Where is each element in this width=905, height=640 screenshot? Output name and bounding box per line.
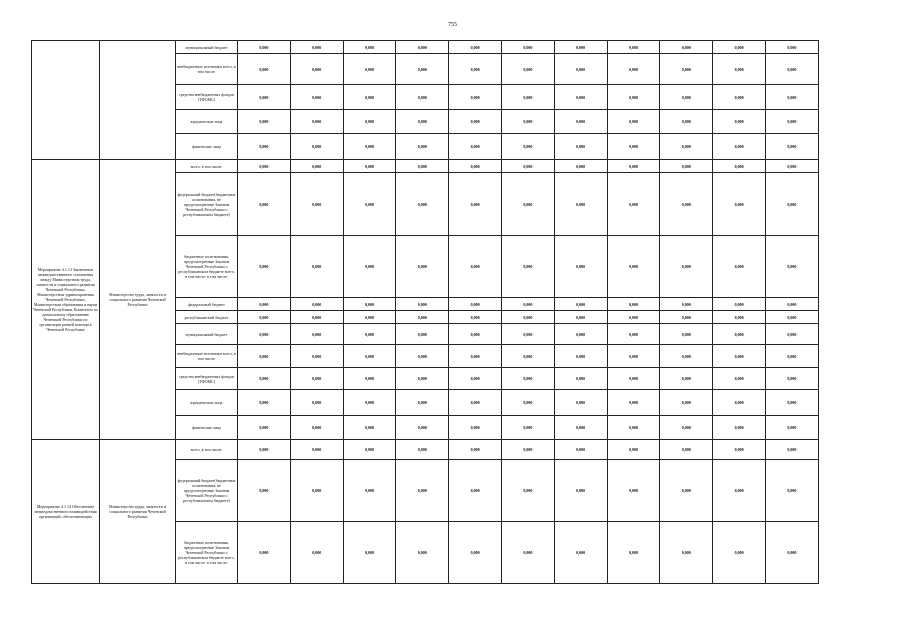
value-cell: 0,000 (501, 522, 554, 584)
value-cell: 0,000 (238, 298, 291, 311)
value-cell: 0,000 (290, 298, 343, 311)
value-cell: 0,000 (396, 110, 449, 134)
value-cell: 0,000 (290, 460, 343, 522)
funding-source-cell: федеральный бюджет(бюджетные ассигнования, не предусмотренные Законом Чеченской Республики о республиканском бюджете) (176, 460, 238, 522)
value-cell: 0,000 (396, 440, 449, 460)
value-cell: 0,000 (554, 368, 607, 390)
value-cell: 0,000 (765, 522, 818, 584)
funding-source-cell: средства внебюджетных фондов (ТФОМС) (176, 368, 238, 390)
value-cell: 0,000 (396, 522, 449, 584)
value-cell: 0,000 (660, 416, 713, 440)
measure-cell (32, 41, 100, 160)
value-cell: 0,000 (343, 460, 396, 522)
executor-cell: Министерство труда, занятости и социального развития Чеченской Республики (100, 440, 176, 584)
value-cell: 0,000 (449, 311, 502, 324)
value-cell: 0,000 (607, 41, 660, 54)
funding-source-cell: бюджетные ассигнования, предусмотренные Законом Чеченской Республики о республиканском бюджете всего, в том числе: в том числе: (176, 236, 238, 298)
value-cell: 0,000 (660, 173, 713, 236)
value-cell: 0,000 (449, 134, 502, 160)
value-cell: 0,000 (554, 522, 607, 584)
value-cell: 0,000 (554, 324, 607, 345)
value-cell: 0,000 (554, 110, 607, 134)
value-cell: 0,000 (501, 160, 554, 173)
value-cell: 0,000 (449, 173, 502, 236)
value-cell: 0,000 (343, 298, 396, 311)
value-cell: 0,000 (238, 311, 291, 324)
value-cell: 0,000 (501, 85, 554, 110)
value-cell: 0,000 (765, 110, 818, 134)
value-cell: 0,000 (660, 110, 713, 134)
value-cell: 0,000 (713, 522, 766, 584)
value-cell: 0,000 (449, 390, 502, 416)
value-cell: 0,000 (449, 85, 502, 110)
funding-source-cell: физические лица (176, 134, 238, 160)
value-cell: 0,000 (238, 324, 291, 345)
value-cell: 0,000 (607, 460, 660, 522)
value-cell: 0,000 (290, 173, 343, 236)
value-cell: 0,000 (765, 440, 818, 460)
value-cell: 0,000 (449, 440, 502, 460)
value-cell: 0,000 (607, 522, 660, 584)
value-cell: 0,000 (765, 324, 818, 345)
value-cell: 0,000 (660, 236, 713, 298)
value-cell: 0,000 (501, 460, 554, 522)
value-cell: 0,000 (343, 54, 396, 85)
value-cell: 0,000 (607, 236, 660, 298)
value-cell: 0,000 (396, 85, 449, 110)
value-cell: 0,000 (501, 345, 554, 368)
value-cell: 0,000 (449, 416, 502, 440)
value-cell: 0,000 (449, 324, 502, 345)
value-cell: 0,000 (713, 345, 766, 368)
value-cell: 0,000 (660, 85, 713, 110)
value-cell: 0,000 (396, 416, 449, 440)
value-cell: 0,000 (343, 390, 396, 416)
value-cell: 0,000 (396, 460, 449, 522)
value-cell: 0,000 (713, 440, 766, 460)
value-cell: 0,000 (660, 160, 713, 173)
value-cell: 0,000 (554, 440, 607, 460)
funding-source-cell: всего, в том числе: (176, 160, 238, 173)
value-cell: 0,000 (343, 110, 396, 134)
value-cell: 0,000 (238, 390, 291, 416)
value-cell: 0,000 (238, 110, 291, 134)
value-cell: 0,000 (238, 460, 291, 522)
table-row (32, 440, 819, 460)
value-cell: 0,000 (501, 298, 554, 311)
value-cell: 0,000 (290, 324, 343, 345)
value-cell: 0,000 (238, 345, 291, 368)
funding-source-cell: муниципальный бюджет (176, 324, 238, 345)
value-cell: 0,000 (554, 54, 607, 85)
value-cell: 0,000 (713, 236, 766, 298)
budget-table (31, 40, 819, 584)
value-cell: 0,000 (396, 236, 449, 298)
value-cell: 0,000 (765, 298, 818, 311)
value-cell: 0,000 (290, 368, 343, 390)
value-cell: 0,000 (449, 345, 502, 368)
value-cell: 0,000 (501, 173, 554, 236)
value-cell: 0,000 (238, 416, 291, 440)
value-cell: 0,000 (501, 134, 554, 160)
value-cell: 0,000 (449, 41, 502, 54)
value-cell: 0,000 (607, 416, 660, 440)
value-cell: 0,000 (765, 54, 818, 85)
value-cell: 0,000 (238, 85, 291, 110)
value-cell: 0,000 (607, 368, 660, 390)
value-cell: 0,000 (343, 416, 396, 440)
value-cell: 0,000 (396, 311, 449, 324)
value-cell: 0,000 (660, 324, 713, 345)
funding-source-cell: республиканский бюджет (176, 311, 238, 324)
value-cell: 0,000 (449, 160, 502, 173)
value-cell: 0,000 (238, 41, 291, 54)
value-cell: 0,000 (501, 416, 554, 440)
value-cell: 0,000 (238, 522, 291, 584)
value-cell: 0,000 (238, 173, 291, 236)
value-cell: 0,000 (554, 460, 607, 522)
funding-source-cell: федеральный бюджет(бюджетные ассигнования, не предусмотренные Законом Чеченской Республики о республиканском бюджете) (176, 173, 238, 236)
value-cell: 0,000 (290, 522, 343, 584)
value-cell: 0,000 (713, 368, 766, 390)
value-cell: 0,000 (554, 41, 607, 54)
measure-cell: Мероприятие 4.1.13 Заключение межведомственного соглашения между Министерством труда, занятости и социального развития Чеченской Республики, Министерством здравоохранения Чеченской Республики, Министерством образования и науки Чеченской Республики, Комитетом по дошкольному образованию Чеченской Республики по организации ранней помощи в Чеченской Республике (32, 160, 100, 440)
value-cell: 0,000 (607, 173, 660, 236)
value-cell: 0,000 (765, 160, 818, 173)
value-cell: 0,000 (396, 390, 449, 416)
value-cell: 0,000 (660, 298, 713, 311)
value-cell: 0,000 (343, 236, 396, 298)
value-cell: 0,000 (449, 522, 502, 584)
value-cell: 0,000 (501, 368, 554, 390)
value-cell: 0,000 (660, 460, 713, 522)
value-cell: 0,000 (396, 160, 449, 173)
value-cell: 0,000 (396, 345, 449, 368)
value-cell: 0,000 (290, 134, 343, 160)
value-cell: 0,000 (238, 54, 291, 85)
value-cell: 0,000 (449, 236, 502, 298)
value-cell: 0,000 (554, 173, 607, 236)
value-cell: 0,000 (449, 298, 502, 311)
value-cell: 0,000 (607, 85, 660, 110)
value-cell: 0,000 (554, 390, 607, 416)
value-cell: 0,000 (765, 368, 818, 390)
value-cell: 0,000 (343, 85, 396, 110)
funding-source-cell: всего, в том числе: (176, 440, 238, 460)
value-cell: 0,000 (660, 311, 713, 324)
funding-source-cell: юридические лица (176, 390, 238, 416)
value-cell: 0,000 (765, 416, 818, 440)
value-cell: 0,000 (396, 368, 449, 390)
value-cell: 0,000 (343, 41, 396, 54)
value-cell: 0,000 (660, 440, 713, 460)
funding-source-cell: внебюджетные источники всего, в том числе: (176, 54, 238, 85)
value-cell: 0,000 (290, 236, 343, 298)
value-cell: 0,000 (660, 54, 713, 85)
value-cell: 0,000 (713, 134, 766, 160)
value-cell: 0,000 (554, 85, 607, 110)
value-cell: 0,000 (396, 173, 449, 236)
table-row (32, 160, 819, 173)
value-cell: 0,000 (449, 460, 502, 522)
value-cell: 0,000 (554, 134, 607, 160)
value-cell: 0,000 (765, 390, 818, 416)
value-cell: 0,000 (238, 236, 291, 298)
value-cell: 0,000 (660, 345, 713, 368)
value-cell: 0,000 (607, 324, 660, 345)
value-cell: 0,000 (501, 110, 554, 134)
value-cell: 0,000 (765, 134, 818, 160)
value-cell: 0,000 (713, 54, 766, 85)
value-cell: 0,000 (290, 311, 343, 324)
value-cell: 0,000 (765, 311, 818, 324)
value-cell: 0,000 (607, 134, 660, 160)
value-cell: 0,000 (713, 41, 766, 54)
value-cell: 0,000 (607, 345, 660, 368)
value-cell: 0,000 (396, 298, 449, 311)
value-cell: 0,000 (290, 54, 343, 85)
value-cell: 0,000 (501, 440, 554, 460)
funding-source-cell: внебюджетные источники всего, в том числе: (176, 345, 238, 368)
value-cell: 0,000 (765, 85, 818, 110)
value-cell: 0,000 (396, 41, 449, 54)
value-cell: 0,000 (501, 54, 554, 85)
value-cell: 0,000 (290, 440, 343, 460)
value-cell: 0,000 (343, 345, 396, 368)
value-cell: 0,000 (501, 41, 554, 54)
value-cell: 0,000 (290, 416, 343, 440)
value-cell: 0,000 (396, 54, 449, 85)
value-cell: 0,000 (765, 460, 818, 522)
measure-cell: Мероприятие 4.1.14 Обеспечение межведомственного взаимодействия организаций, обеспечивающих (32, 440, 100, 584)
value-cell: 0,000 (238, 440, 291, 460)
value-cell: 0,000 (765, 173, 818, 236)
value-cell: 0,000 (343, 368, 396, 390)
value-cell: 0,000 (660, 134, 713, 160)
value-cell: 0,000 (607, 110, 660, 134)
value-cell: 0,000 (501, 390, 554, 416)
value-cell: 0,000 (449, 54, 502, 85)
executor-cell (100, 41, 176, 160)
value-cell: 0,000 (607, 440, 660, 460)
value-cell: 0,000 (607, 54, 660, 85)
funding-source-cell: бюджетные ассигнования, предусмотренные Законом Чеченской Республики о республиканском бюджете всего, в том числе: в том числе: (176, 522, 238, 584)
value-cell: 0,000 (713, 416, 766, 440)
value-cell: 0,000 (554, 298, 607, 311)
value-cell: 0,000 (343, 440, 396, 460)
value-cell: 0,000 (660, 390, 713, 416)
value-cell: 0,000 (449, 110, 502, 134)
value-cell: 0,000 (554, 345, 607, 368)
value-cell: 0,000 (713, 311, 766, 324)
value-cell: 0,000 (343, 311, 396, 324)
value-cell: 0,000 (238, 368, 291, 390)
value-cell: 0,000 (396, 134, 449, 160)
funding-source-cell: муниципальный бюджет (176, 41, 238, 54)
value-cell: 0,000 (554, 416, 607, 440)
value-cell: 0,000 (501, 311, 554, 324)
value-cell: 0,000 (290, 345, 343, 368)
value-cell: 0,000 (238, 160, 291, 173)
value-cell: 0,000 (290, 110, 343, 134)
value-cell: 0,000 (765, 236, 818, 298)
value-cell: 0,000 (343, 134, 396, 160)
value-cell: 0,000 (713, 298, 766, 311)
page-number: 755 (448, 22, 457, 28)
value-cell: 0,000 (554, 160, 607, 173)
value-cell: 0,000 (607, 160, 660, 173)
table-row (32, 41, 819, 54)
value-cell: 0,000 (713, 324, 766, 345)
funding-source-cell: федеральный бюджет (176, 298, 238, 311)
value-cell: 0,000 (501, 236, 554, 298)
value-cell: 0,000 (343, 522, 396, 584)
value-cell: 0,000 (554, 236, 607, 298)
value-cell: 0,000 (290, 160, 343, 173)
value-cell: 0,000 (290, 85, 343, 110)
value-cell: 0,000 (554, 311, 607, 324)
value-cell: 0,000 (290, 41, 343, 54)
value-cell: 0,000 (713, 160, 766, 173)
value-cell: 0,000 (449, 368, 502, 390)
value-cell: 0,000 (396, 324, 449, 345)
value-cell: 0,000 (713, 85, 766, 110)
value-cell: 0,000 (713, 173, 766, 236)
executor-cell: Министерство труда, занятости и социального развития Чеченской Республики (100, 160, 176, 440)
value-cell: 0,000 (765, 41, 818, 54)
value-cell: 0,000 (713, 110, 766, 134)
value-cell: 0,000 (660, 41, 713, 54)
value-cell: 0,000 (343, 324, 396, 345)
value-cell: 0,000 (290, 390, 343, 416)
value-cell: 0,000 (713, 390, 766, 416)
value-cell: 0,000 (607, 311, 660, 324)
value-cell: 0,000 (343, 160, 396, 173)
value-cell: 0,000 (765, 345, 818, 368)
value-cell: 0,000 (607, 298, 660, 311)
funding-source-cell: средства внебюджетных фондов (ТФОМС) (176, 85, 238, 110)
value-cell: 0,000 (660, 368, 713, 390)
value-cell: 0,000 (343, 173, 396, 236)
funding-source-cell: юридические лица (176, 110, 238, 134)
value-cell: 0,000 (501, 324, 554, 345)
value-cell: 0,000 (607, 390, 660, 416)
funding-source-cell: физические лица (176, 416, 238, 440)
value-cell: 0,000 (238, 134, 291, 160)
value-cell: 0,000 (713, 460, 766, 522)
value-cell: 0,000 (660, 522, 713, 584)
